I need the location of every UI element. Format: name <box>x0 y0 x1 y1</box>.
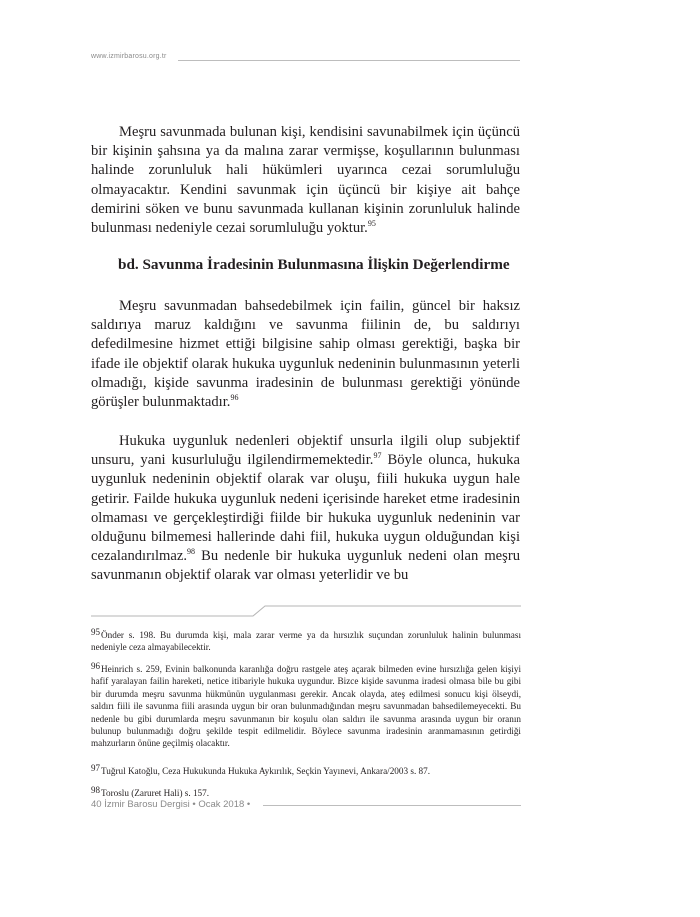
footnote-97 <box>91 762 521 777</box>
footnote-96-text: Heinrich s. 259, Evinin balkonunda karanlığa doğru rastgele ateş açarak bilmeden evine hırsızlığa gelen kişiyi hafif yaralayan failin hareketi, netice itibariyle hukuka uygundur. Bizce kişide savunma iradesi olmasa bile bu gibi bir durumda meşru savunma hükmünün uygulanması gerekir. Ancak olayda, ateş edilmesi sonucu kişi ölseydi, saldırı fiili ile savunma fiili arasında uygun bir oran bulunmadığından meşru savunmadan bahsedilemeyecekti. Bu nedenle bu gibi durumlarda meşru savunmanın bir koşulu olan saldırı ile savunma arasında uygun bir oranın bulunup bulunmadığı doğru şekilde tespit edilmelidir. Böylece savunma iradesinin aranmamasının getirdiği mahzurların önüne geçilmiş olacaktır. <box>91 664 521 749</box>
footnote-95 <box>91 626 521 654</box>
paragraph-2-text: Meşru savunmadan bahsedebilmek için failin, güncel bir haksız saldırıya maruz kaldığını ve savunma fiilinin de, bu saldırıyı defedilmesine hizmet ettiği bilgisine sahip olması gerektiği, başka bir ifade ile objektif olarak hukuka uygunluk nedeninin bulunmasının yeterli olmadığı, kişide savunma iradesinin de bulunması gerektiği yönünde görüşler bulunmaktadır. <box>91 298 520 411</box>
footnote-ref-96[interactable]: 96 <box>230 393 239 403</box>
footnote-96 <box>91 660 521 750</box>
footnote-97-text: Tuğrul Katoğlu, Ceza Hukukunda Hukuka Aykırılık, Seçkin Yayınevi, Ankara/2003 s. 87. <box>101 766 431 776</box>
footer-rule <box>263 805 521 806</box>
footnote-ref-98[interactable]: 98 <box>187 547 196 557</box>
footnote-ref-97[interactable]: 97 <box>373 451 382 461</box>
paragraph-3-text-a: Hukuka uygunluk nedenleri objektif unsurla ilgili olup subjektif unsuru, yani kusurluluğu ilgilendirmemektedir. <box>91 433 520 469</box>
footnote-98 <box>91 784 521 799</box>
footnote-ref-95[interactable]: 95 <box>367 219 376 229</box>
footnote-98-text: Toroslu (Zaruret Hali) s. 157. <box>101 788 210 798</box>
paragraph-1-text: Meşru savunmada bulunan kişi, kendisini savunabilmek için üçüncü bir kişinin şahsına ya da malına zarar vermişse, koşullarının bulunması halinde zorunluluk hali hükümleri uyarınca cezai sorumluluğu olmayacaktır. Kendini savunmak için üçüncü bir kişiye ait bahçe demirini söken ve bunu savunmada kullanan kişinin zorunluluk halinde bulunması nedeniyle cezai sorumluluğu yoktur. <box>91 124 520 237</box>
paragraph-2 <box>91 297 520 412</box>
footnote-95-text: Önder s. 198. Bu durumda kişi, mala zarar verme ya da hırsızlık suçundan zorunluluk halinin bulunması nedeniyle ceza almayabilecektir. <box>91 630 521 653</box>
paragraph-3-text-c: Bu nedenle bir hukuka uygunluk nedeni olan meşru savunmanın objektif olarak var olması yeterlidir ve bu <box>91 548 520 584</box>
footnote-96-number: 96 <box>91 661 100 671</box>
footnote-97-number: 97 <box>91 763 100 773</box>
paragraph-3 <box>91 432 520 586</box>
paragraph-1 <box>91 123 520 238</box>
page-footer <box>91 799 521 813</box>
footer-text: 40 İzmir Barosu Dergisi • Ocak 2018 • <box>91 799 251 810</box>
footnote-95-number: 95 <box>91 627 100 637</box>
section-heading: bd. Savunma İradesinin Bulunmasına İlişkin Değerlendirme <box>118 256 510 273</box>
footnote-separator <box>91 605 521 619</box>
header-rule <box>178 60 520 61</box>
header-url: www.izmirbarosu.org.tr <box>91 53 167 60</box>
footnote-98-number: 98 <box>91 785 100 795</box>
paragraph-3-text-b: Böyle olunca, hukuka uygunluk nedeninin objektif olarak var oluşu, fiili hukuka uygun hale getirir. Failde hukuka uygunluk nedeni içerisinde hareket etme iradesinin olmaması ve gerçekleştirdiği fiilde bir hukuka uygunluk nedeninin var olduğunu bilmemesi hallerinde dahi fiil, hukuka uygun olduğundan kişi cezalandırılmaz. <box>91 452 520 565</box>
